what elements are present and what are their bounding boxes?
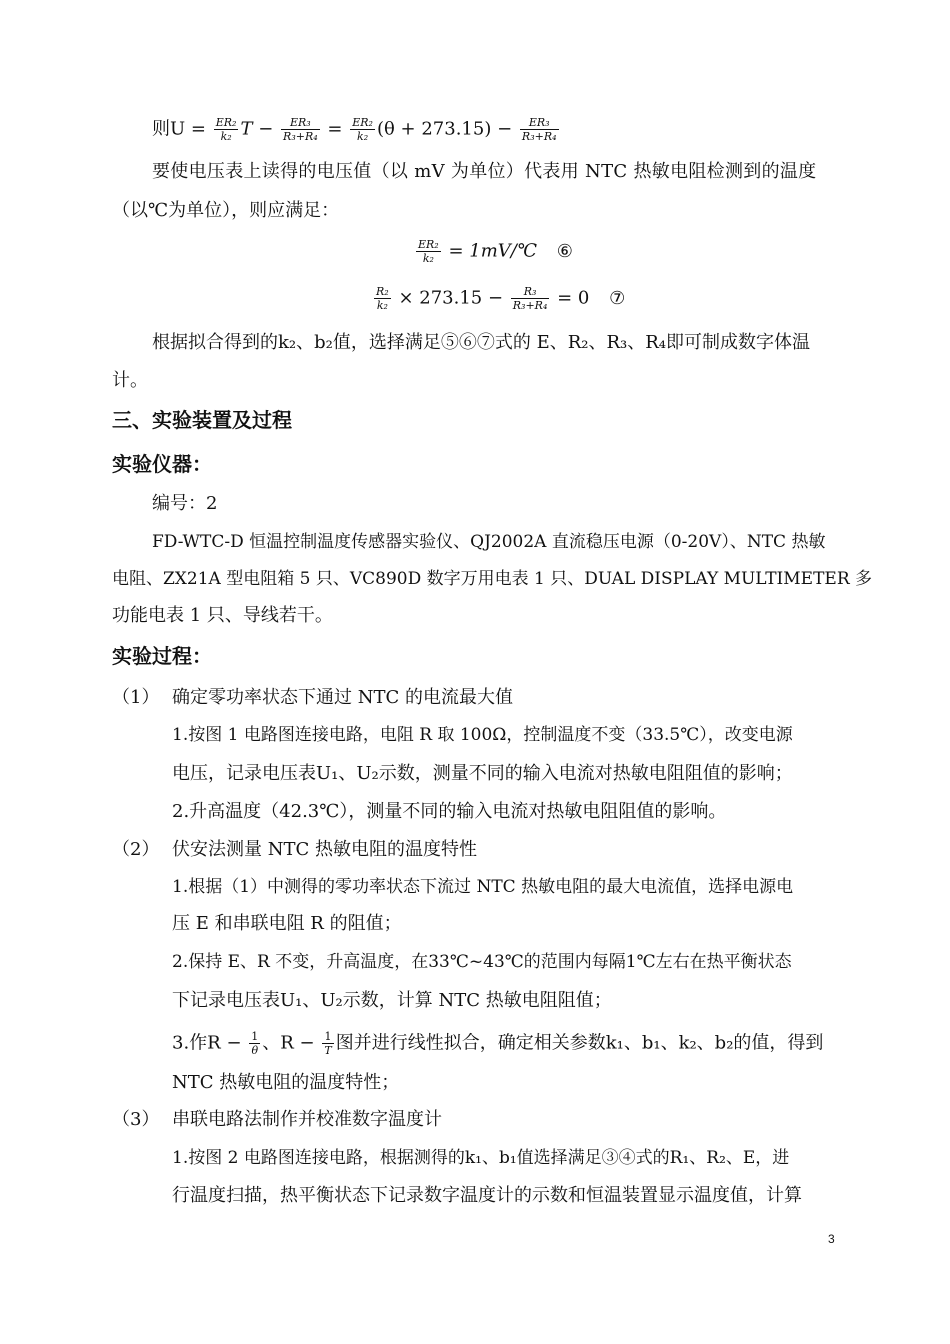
eq7-frac-1: $\frac{\text{R₂}}{\text{k₂}}$ <box>376 285 389 312</box>
eq-u: U <box>170 118 186 140</box>
eq-minus-2: − <box>497 118 513 140</box>
step3-s1-line1: 1.按图 2 电路图连接电路，根据测得的k₁、b₁值选择满足③④式的R₁、R₂、E，进 <box>172 1148 790 1168</box>
step2-s1-line1: 1.根据（1）中测得的零功率状态下流过 NTC 热敏电阻的最大电流值，选择电源电 <box>172 877 794 897</box>
eq6-rhs: = 1mV/℃ <box>448 240 537 262</box>
equation-6 <box>414 238 573 265</box>
step1-label: （1） <box>112 687 160 708</box>
para1-line2: （以℃为单位），则应满足： <box>112 200 340 221</box>
eq7-rhs: = 0 <box>557 287 590 309</box>
step2-s1-line2: 压 E 和串联电阻 R 的阻值； <box>172 913 402 934</box>
eq-minus-1: − <box>258 118 274 140</box>
process-heading: 实验过程： <box>112 644 212 668</box>
eq-frac-1: $\frac{\text{ER₂}}{\text{k₂}}$ <box>215 116 237 143</box>
step3-label: （3） <box>112 1109 160 1130</box>
equation-7 <box>372 285 625 312</box>
step3-s1-line2: 行温度扫描，热平衡状态下记录数字温度计的示数和恒温装置显示温度值，计算 <box>172 1185 802 1206</box>
step2-s3-line1 <box>172 1030 823 1057</box>
eq7-mark: ⑦ <box>609 287 626 309</box>
instruments-line1: FD-WTC-D 恒温控制温度传感器实验仪、QJ2002A 直流稳压电源（0-20V）、NTC 热敏 <box>152 532 826 552</box>
eq7-frac-2: $\frac{\text{R₃}}{\text{R₃+R₄}}$ <box>512 285 548 312</box>
step2-s3-c: 图并进行线性拟合，确定相关参数k₁、b₁、k₂、b₂的值，得到 <box>335 1032 824 1054</box>
step2-s2-line2: 下记录电压表U₁、U₂示数，计算 NTC 热敏电阻阻值； <box>172 990 612 1011</box>
eq7-mid: × 273.15 − <box>398 287 504 309</box>
eq-t: T <box>240 118 253 140</box>
eq-equals: = <box>190 118 206 140</box>
eq6-mark: ⑥ <box>556 240 573 262</box>
para2-line2: 计。 <box>112 370 148 391</box>
section-3-title: 三、实验装置及过程 <box>112 408 292 432</box>
step2-s2-line1: 2.保持 E、R 不变，升高温度，在33℃~43℃的范围内每隔1℃左右在热平衡状态 <box>172 952 792 972</box>
eq6-frac: $\frac{\text{ER₂}}{\text{k₂}}$ <box>418 238 439 265</box>
step2-s3-a: 3.作R − <box>172 1032 242 1054</box>
instruments-number: 编号：2 <box>152 493 218 514</box>
eq-paren: (θ + 273.15) <box>376 118 492 140</box>
step2-label: （2） <box>112 839 160 860</box>
para2-line1: 根据拟合得到的k₂、b₂值，选择满足⑤⑥⑦式的 E、R₂、R₃、R₄即可制成数字体温 <box>152 332 811 353</box>
step1-s2-line1: 2.升高温度（42.3℃），测量不同的输入电流对热敏电阻阻值的影响。 <box>172 801 727 822</box>
eq-equals-2: = <box>327 118 343 140</box>
para1-line1: 要使电压表上读得的电压值（以 mV 为单位）代表用 NTC 热敏电阻检测到的温度 <box>152 161 817 182</box>
eq-lead: 则 <box>152 118 170 140</box>
step1-title: 确定零功率状态下通过 NTC 的电流最大值 <box>172 687 513 708</box>
equation-u <box>152 116 561 143</box>
step2-title: 伏安法测量 NTC 热敏电阻的温度特性 <box>172 839 477 860</box>
eq-frac-4: $\frac{\text{ER₃}}{\text{R₃+R₄}}$ <box>521 116 557 143</box>
eq-frac-2: $\frac{\text{ER₃}}{\text{R₃+R₄}}$ <box>283 116 318 143</box>
step3-title: 串联电路法制作并校准数字温度计 <box>172 1109 442 1130</box>
page-number: 3 <box>828 1232 835 1246</box>
step2-s3-line2: NTC 热敏电阻的温度特性； <box>172 1072 400 1093</box>
instruments-line3: 功能电表 1 只、导线若干。 <box>112 605 333 626</box>
eq-frac-3: $\frac{\text{ER₂}}{\text{k₂}}$ <box>352 116 373 143</box>
step2-s3-frac-2: $\frac{1}{T}$ <box>324 1030 332 1057</box>
step2-s3-frac-1: $\frac{1}{\theta}$ <box>251 1030 259 1057</box>
step1-s1-line1: 1.按图 1 电路图连接电路，电阻 R 取 100Ω，控制温度不变（33.5℃），改变电源 <box>172 725 793 745</box>
step1-s1-line2: 电压，记录电压表U₁、U₂示数，测量不同的输入电流对热敏电阻阻值的影响； <box>172 763 793 784</box>
instruments-heading: 实验仪器： <box>112 452 212 476</box>
step2-s3-b: 、R − <box>262 1032 315 1054</box>
instruments-line2: 电阻、ZX21A 型电阻箱 5 只、VC890D 数字万用电表 1 只、DUAL DISPLAY MULTIMETER 多 <box>112 569 873 589</box>
